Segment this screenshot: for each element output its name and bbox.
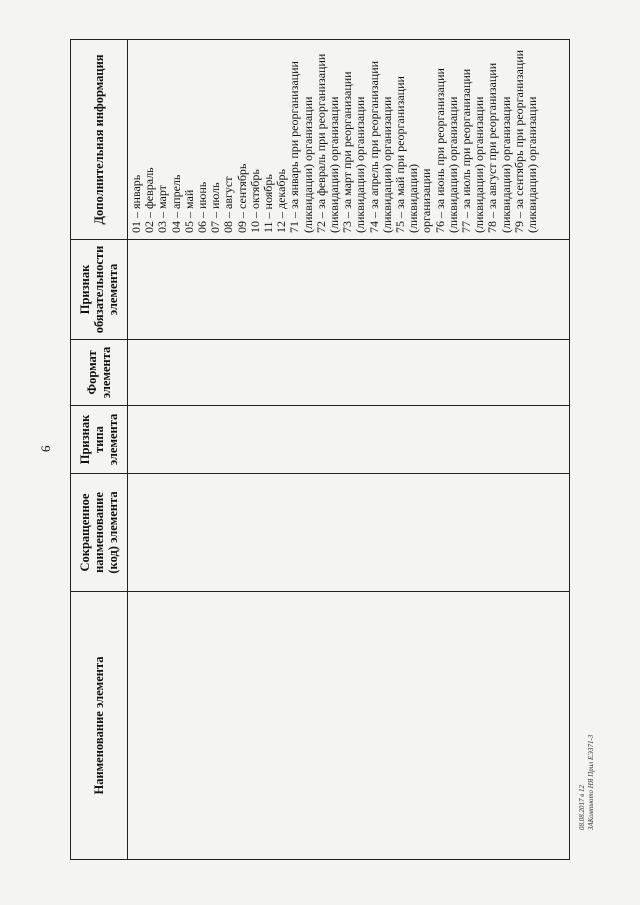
cell-additional-info xyxy=(128,40,570,240)
cell-element-name xyxy=(128,592,570,860)
header-format: Формат элемента xyxy=(71,340,128,406)
list-item: 74 – за апрель при реорганизации xyxy=(366,60,381,233)
list-item: 04 – апрель xyxy=(168,174,183,233)
header-short-name: Сокращенное наименование (код) элемента xyxy=(71,474,128,592)
additional-info-list xyxy=(128,40,539,239)
cell-type-flag xyxy=(128,406,570,474)
list-item: 72 – за февраль при реорганизации xyxy=(313,53,328,233)
list-item: (ликвидации) организации xyxy=(525,96,540,233)
footer-stamp xyxy=(578,735,596,830)
list-item: (ликвидации) организации xyxy=(327,96,342,233)
list-item: 05 – май xyxy=(181,189,196,233)
header-element-name: Наименование элемента xyxy=(71,592,128,860)
list-item: 09 – сентябрь xyxy=(234,163,249,233)
list-item: 12 – декабрь xyxy=(274,169,289,233)
list-item: (ликвидации) организации xyxy=(379,96,394,233)
page-number: 6 xyxy=(38,445,53,452)
list-item: 06 – июнь xyxy=(195,181,210,233)
list-item: 02 – февраль xyxy=(142,167,157,233)
list-item: 75 – за май при реорганизации (ликвидации) xyxy=(393,76,421,233)
list-item: 78 – за август при реорганизации xyxy=(485,62,500,233)
table-row xyxy=(128,40,570,860)
header-additional-info: Дополнительная информация xyxy=(71,40,128,240)
cell-format xyxy=(128,340,570,406)
list-item: (ликвидации) организации xyxy=(353,96,368,233)
list-item: 10 – октябрь xyxy=(247,169,262,233)
list-item: (ликвидации) организации xyxy=(300,96,315,233)
list-item: организации xyxy=(419,168,434,233)
list-item: 03 – март xyxy=(155,185,170,233)
list-item: 73 – за март при реорганизации xyxy=(340,71,355,233)
list-item: (ликвидации) организации xyxy=(498,96,513,233)
footer-line-1: 08.08.2017 в 12 xyxy=(578,784,586,830)
list-item: 76 – за июнь при реорганизации xyxy=(432,68,447,233)
rotated-sheet xyxy=(70,40,570,860)
list-item: (ликвидации) организации xyxy=(445,96,460,233)
list-item: 79 – за сентябрь при реорганизации xyxy=(511,49,526,233)
footer-line-2: ЗАКомпьюто НЯ Прил ЕЭЗ71-3 xyxy=(587,734,595,830)
table-header-row xyxy=(71,40,128,860)
elements-table xyxy=(70,39,570,860)
list-item: 77 – за июль при реорганизации xyxy=(459,68,474,233)
list-item: 11 – ноябрь xyxy=(261,174,276,233)
list-item: 08 – август xyxy=(221,176,236,233)
list-item: 01 – январь xyxy=(129,174,143,233)
list-item: 07 – июль xyxy=(208,182,223,233)
header-mandatory-flag: Признак обязательности элемента xyxy=(71,240,128,340)
cell-short-name xyxy=(128,474,570,592)
header-type-flag: Признак типа элемента xyxy=(71,406,128,474)
cell-mandatory-flag xyxy=(128,240,570,340)
list-item: 71 – за январь при реорганизации xyxy=(287,61,302,233)
list-item: (ликвидации) организации xyxy=(472,96,487,233)
